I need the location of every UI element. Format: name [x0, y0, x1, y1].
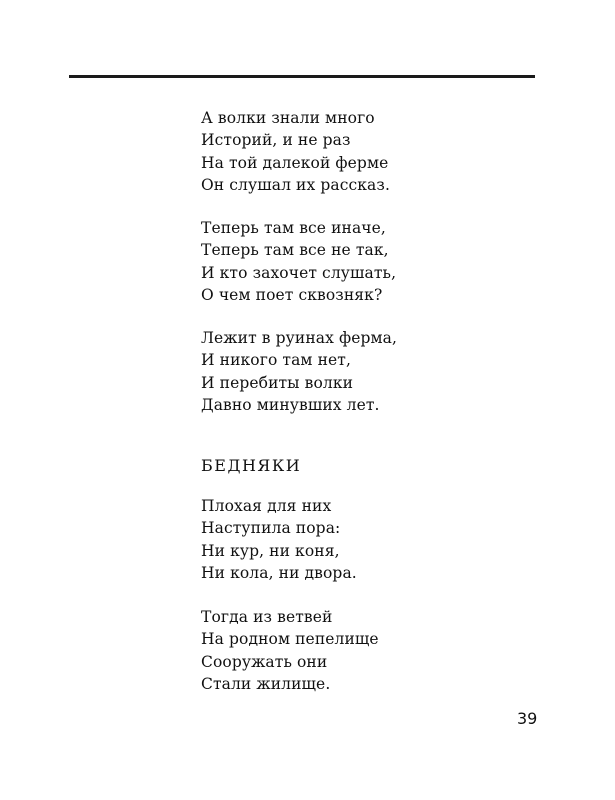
verse-line: О чем поет сквозняк? — [201, 285, 383, 304]
verse-line: Историй, и не раз — [201, 131, 351, 150]
verse-line: А волки знали много — [201, 109, 375, 127]
verse-line: Ни кола, ни двора. — [201, 563, 357, 582]
verse-line: Теперь там все не так, — [201, 241, 389, 260]
verse-line: Тогда из ветвей — [201, 608, 333, 626]
top-rule — [69, 75, 535, 78]
verse-line: Он слушал их рассказ. — [201, 175, 390, 194]
poem1-stanza-3 — [201, 327, 397, 416]
verse-line: И кто захочет слушать, — [201, 263, 397, 282]
verse-line: Плохая для них — [201, 497, 332, 515]
poem2-stanza-1 — [201, 495, 357, 584]
verse-line: Теперь там все иначе, — [201, 219, 386, 237]
verse-line: На родном пепелище — [201, 630, 379, 649]
verse-line: И никого там нет, — [201, 351, 352, 370]
verse-line: Давно минувших лет. — [201, 395, 380, 414]
poem-title: БЕДНЯКИ — [201, 456, 302, 475]
verse-line: Лежит в руинах ферма, — [201, 329, 398, 347]
verse-line: И перебиты волки — [201, 373, 354, 392]
verse-line: Сооружать они — [201, 652, 328, 671]
verse-line: Наступила пора: — [201, 519, 341, 538]
poem1-stanza-1 — [201, 107, 390, 196]
page-number: 39 — [517, 709, 538, 728]
poem1-stanza-2 — [201, 217, 396, 306]
verse-line: Ни кур, ни коня, — [201, 541, 340, 560]
verse-line: Стали жилище. — [201, 674, 331, 693]
poem2-stanza-2 — [201, 606, 379, 695]
verse-line: На той далекой ферме — [201, 153, 389, 172]
